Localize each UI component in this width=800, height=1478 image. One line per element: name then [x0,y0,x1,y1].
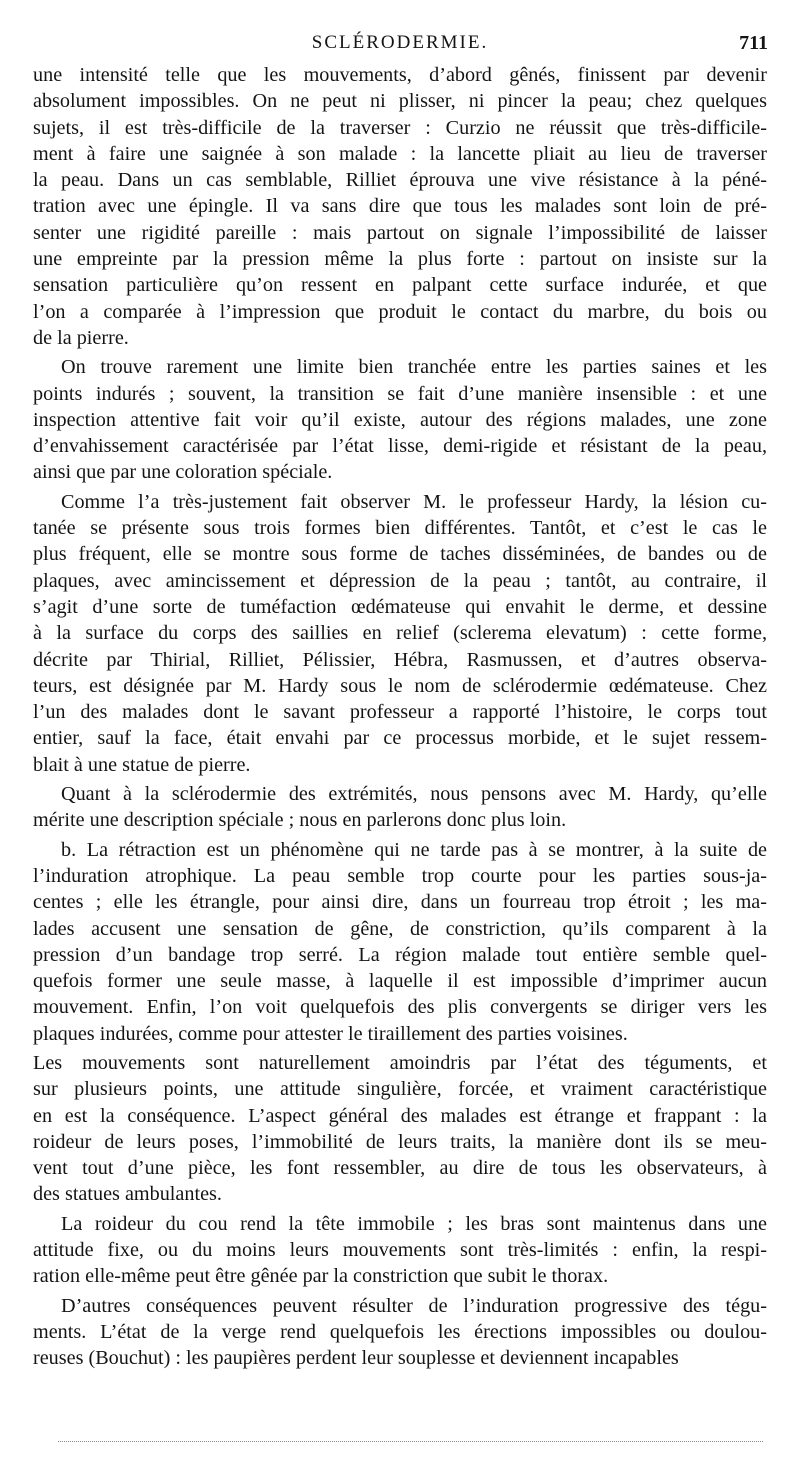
text-line: de la pierre. [33,326,129,349]
page-header [32,32,768,60]
text-line: Quant à la sclérodermie des extrémités, nous pensons avec M. Hardy, qu’elle [61,783,767,806]
text-line: attitude fixe, ou du moins leurs mouvements sont très-limités : enfin, la respi- [33,1239,767,1262]
text-line: mérite une description spéciale ; nous en parlerons donc plus loin. [33,809,567,832]
text-line: blait à une statue de pierre. [33,753,251,776]
text-line: entier, sauf la face, était envahi par ce processus morbide, et le sujet ressem- [33,727,767,750]
text-line: la peau. Dans un cas semblable, Rilliet éprouva une vive résistance à la péné- [33,169,767,192]
text-line: b. La rétraction est un phénomène qui ne tarde pas à se montrer, à la suite de [61,838,767,861]
text-line: reuses (Bouchut) : les paupières perdent leur souplesse et deviennent incapables [33,1347,679,1370]
paragraph [33,1293,767,1372]
body-text [33,62,767,1372]
running-title: SCLÉRODERMIE. [311,32,489,53]
paragraph [33,62,767,351]
text-line: s’agit d’une sorte de tuméfaction œdémateuse qui envahit le derme, et dessine [33,595,767,618]
paragraph [33,489,767,778]
text-line: vent tout d’une pièce, les font ressembler, au dire de tous les observateurs, à [33,1157,767,1180]
text-line: sensation particulière qu’on ressent en palpant cette surface indurée, et que [33,274,767,297]
text-line: décrite par Thirial, Rilliet, Pélissier, Hébra, Rasmussen, et d’autres observa- [33,648,767,671]
text-line: centes ; elle les étrangle, pour ainsi dire, dans un fourreau trop étroit ; les ma- [33,891,767,914]
text-line: On trouve rarement une limite bien tranchée entre les parties saines et les [61,356,767,379]
text-line: l’un des malades dont le savant professeur a rapporté l’histoire, le corps tout [33,701,767,724]
text-line: une intensité telle que les mouvements, d’abord gênés, finissent par devenir [33,64,767,86]
text-line: une empreinte par la pression même la plus forte : partout on insiste sur la [33,248,767,271]
text-line: points indurés ; souvent, la transition se fait d’une manière insensible : et une [33,382,767,405]
bottom-dotted-rule [58,1441,763,1443]
text-line: tanée se présente sous trois formes bien différentes. Tantôt, et c’est le cas le [33,517,767,540]
text-line: ration elle-même peut être gênée par la constriction que subit le thorax. [33,1265,609,1288]
text-line: La roideur du cou rend la tête immobile ; les bras sont maintenus dans une [61,1212,767,1235]
text-line: plus fréquent, elle se montre sous forme de taches disséminées, de bandes ou de [33,543,767,566]
paragraph [33,354,767,485]
text-line: ainsi que par une coloration spéciale. [33,461,333,484]
text-line: sujets, il est très-difficile de la traverser : Curzio ne réussit que très-difficile- [33,116,767,139]
text-line: sur plusieurs points, une attitude singulière, forcée, et vraiment caractéristique [33,1078,767,1101]
text-line: mouvement. Enfin, l’on voit quelquefois des plis convergents se diriger vers les [33,996,767,1019]
text-line: à la surface du corps des saillies en relief (sclerema elevatum) : cette forme, [33,622,767,645]
text-line: en est la conséquence. L’aspect général des malades est étrange et frappant : la [33,1104,767,1127]
text-line: tration avec une épingle. Il va sans dire que tous les malades sont loin de pré- [33,195,767,218]
page-number: 711 [739,32,768,54]
paragraph [33,781,767,834]
text-line: lades accusent une sensation de gêne, de constriction, qu’ils comparent à la [33,917,767,940]
text-line: des statues ambulantes. [33,1183,222,1206]
paragraph [33,1050,767,1208]
text-line: ments. L’état de la verge rend quelquefois les érections impossibles ou doulou- [33,1320,767,1343]
text-line: inspection attentive fait voir qu’il existe, autour des régions malades, une zone [33,408,767,431]
text-line: quefois former une seule masse, à laquelle il est impossible d’imprimer aucun [33,970,767,993]
text-line: l’induration atrophique. La peau semble trop courte pour les parties sous-ja- [33,864,767,887]
paragraph [33,1211,767,1290]
text-line: roideur de leurs poses, l’immobilité de leurs traits, la manière dont ils se meu- [33,1130,767,1153]
text-line: senter une rigidité pareille : mais partout on signale l’impossibilité de laisser [33,221,767,244]
text-line: teurs, est désignée par M. Hardy sous le nom de sclérodermie œdémateuse. Chez [33,674,767,697]
text-line: D’autres conséquences peuvent résulter de l’induration progressive des tégu- [61,1294,767,1317]
text-line: plaques, avec amincissement et dépression de la peau ; tantôt, au contraire, il [33,569,767,592]
text-line: Les mouvements sont naturellement amoindris par l’état des téguments, et [33,1051,767,1074]
paragraph [33,837,767,1047]
text-line: d’envahissement caractérisée par l’état lisse, demi-rigide et résistant de la peau, [33,435,767,458]
text-line: plaques indurées, comme pour attester le tiraillement des parties voisines. [33,1022,628,1045]
text-line: absolument impossibles. On ne peut ni plisser, ni pincer la peau; chez quelques [33,90,767,113]
text-line: Comme l’a très-justement fait observer M. le professeur Hardy, la lésion cu- [61,490,767,513]
text-line: l’on a comparée à l’impression que produit le contact du marbre, du bois ou [33,300,767,323]
text-line: ment à faire une saignée à son malade : la lancette pliait au lieu de traverser [33,142,767,165]
text-line: pression d’un bandage trop serré. La région malade tout entière semble quel- [33,943,767,966]
